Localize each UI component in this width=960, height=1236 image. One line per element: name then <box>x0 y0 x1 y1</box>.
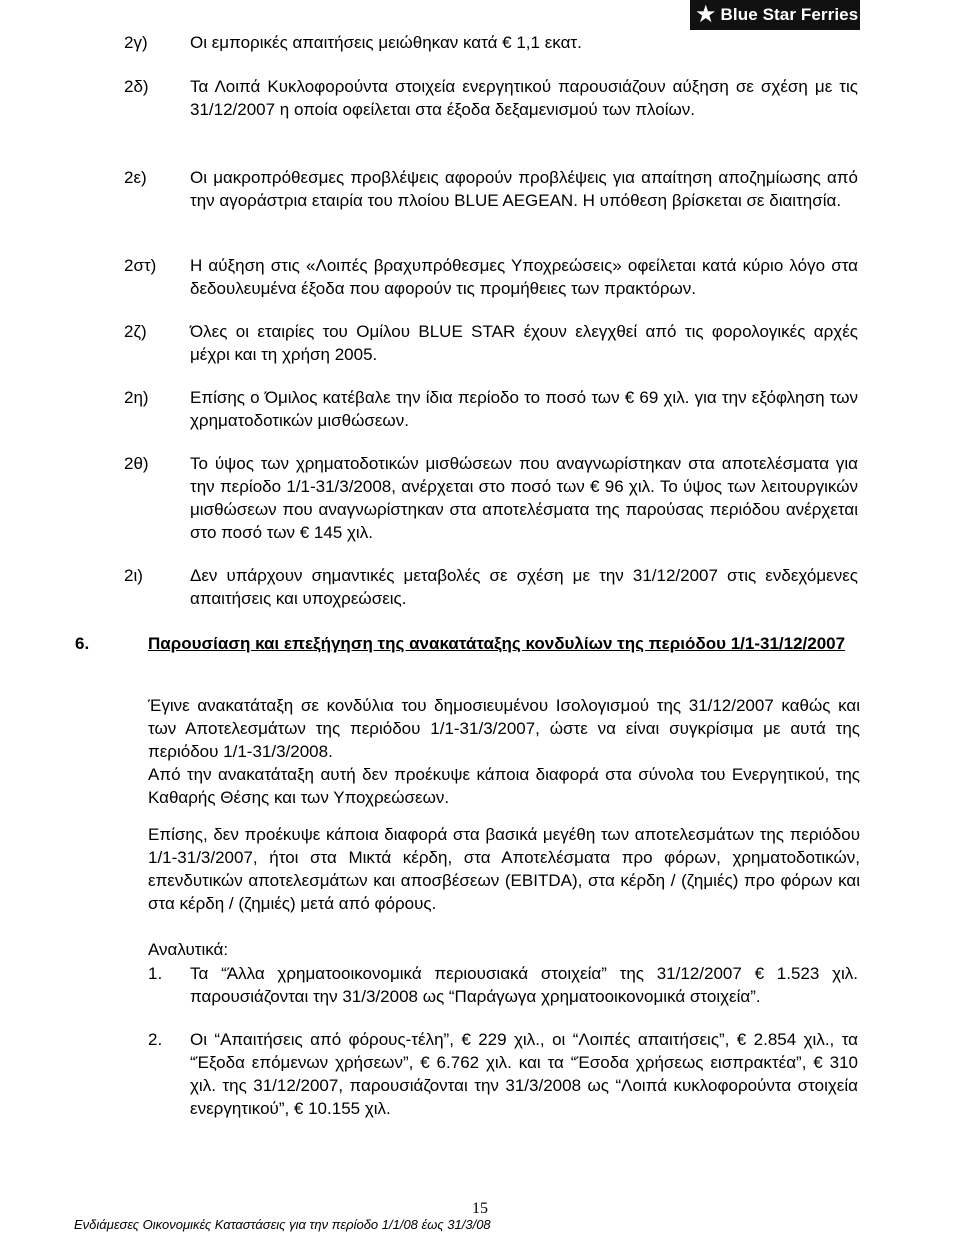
item-label: 2ι) <box>124 566 143 585</box>
star-icon: ★ <box>695 1 717 28</box>
item-label: 2η) <box>124 388 149 407</box>
sub-item-label: 2. <box>148 1030 163 1049</box>
logo-text: Blue Star Ferries <box>720 5 859 24</box>
section-title: Παρουσίαση και επεξήγηση της ανακατάταξης κονδυλίων της περιόδου 1/1-31/12/2007 <box>148 634 846 653</box>
section-number: 6. <box>75 634 90 653</box>
item-label: 2γ) <box>124 33 148 52</box>
page-footer: Ενδιάμεσες Οικονομικές Καταστάσεις για την περίοδο 1/1/08 έως 31/3/08 <box>74 1217 491 1232</box>
item-label: 2στ) <box>124 256 157 275</box>
item-label: 2ζ) <box>124 322 147 341</box>
item-label: 2ε) <box>124 168 147 187</box>
item-text: Το ύψος των χρηματοδοτικών μισθώσεων που αναγνωρίστηκαν στα αποτελέσματα για την περίοδο 1/1-31/3/2008, ανέρχεται στο ποσό των € 96 χιλ. Το ύψος των λειτουργικών μισθώσεων που αναγνωρίστηκαν στα αποτελέσματα της παρούσας περιόδου ανέρχεται στο ποσό των € 145 χιλ. <box>190 454 858 542</box>
item-text: Οι μακροπρόθεσμες προβλέψεις αφορούν προβλέψεις για απαίτηση αποζημίωσης από την αγοράστρια εταιρία του πλοίου BLUE AEGEAN. Η υπόθεση βρίσκεται σε διαιτησία. <box>190 168 858 210</box>
sub-item-label: 1. <box>148 964 163 983</box>
page-number: 15 <box>472 1200 488 1217</box>
blue-star-ferries-logo <box>690 0 860 30</box>
paragraph: Επίσης, δεν προέκυψε κάποια διαφορά στα βασικά μεγέθη των αποτελεσμάτων της περιόδου 1/1-31/3/2007, ήτοι στα Μικτά κέρδη, στα Αποτελέσματα προ φόρων, χρηματοδοτικών, επενδυτικών αποτελεσμάτων και αποσβέσεων (EBITDA), στα κέρδη / (ζημιές) προ φόρων και στα κέρδη / (ζημιές) μετά από φόρους. <box>148 825 860 913</box>
item-text: Η αύξηση στις «Λοιπές βραχυπρόθεσμες Υποχρεώσεις» οφείλεται κατά κύριο λόγο στα δεδουλευμένα έξοδα που αφορούν τις προμήθειες των πρακτόρων. <box>190 256 858 298</box>
item-text: Οι εμπορικές απαιτήσεις μειώθηκαν κατά € 1,1 εκατ. <box>190 33 582 52</box>
sub-item-text: Τα “Άλλα χρηματοοικονομικά περιουσιακά στοιχεία” της 31/12/2007 € 1.523 χιλ. παρουσιάζονται την 31/3/2008 ως “Παράγωγα χρηματοοικονομικά στοιχεία”. <box>190 964 858 1006</box>
item-text: Όλες οι εταιρίες του Ομίλου BLUE STAR έχουν ελεγχθεί από τις φορολογικές αρχές μέχρι και τη χρήση 2005. <box>190 322 858 364</box>
item-label: 2θ) <box>124 454 149 473</box>
item-label: 2δ) <box>124 77 149 96</box>
paragraph: Αναλυτικά: <box>148 940 229 959</box>
item-text: Δεν υπάρχουν σημαντικές μεταβολές σε σχέση με την 31/12/2007 στις ενδεχόμενες απαιτήσεις και υποχρεώσεις. <box>190 566 858 608</box>
item-text: Τα Λοιπά Κυκλοφορούντα στοιχεία ενεργητικού παρουσιάζουν αύξηση σε σχέση με τις 31/12/2007 η οποία οφείλεται στα έξοδα δεξαμενισμού των πλοίων. <box>190 77 858 119</box>
sub-item-text: Οι “Απαιτήσεις από φόρους-τέλη”, € 229 χιλ., οι “Λοιπές απαιτήσεις”, € 2.854 χιλ., τα “Έξοδα επόμενων χρήσεων”, € 6.762 χιλ. και τα “Έσοδα χρήσεως εισπρακτέα”, € 310 χιλ. της 31/12/2007, παρουσιάζονται την 31/3/2008 ως “Λοιπά κυκλοφορούντα στοιχεία ενεργητικού”, € 10.155 χιλ. <box>190 1030 858 1118</box>
paragraph: Από την ανακατάταξη αυτή δεν προέκυψε κάποια διαφορά στα σύνολα του Ενεργητικού, της Καθαρής Θέσης και των Υποχρεώσεων. <box>148 765 860 807</box>
item-text: Επίσης ο Όμιλος κατέβαλε την ίδια περίοδο το ποσό των € 69 χιλ. για την εξόφληση των χρηματοδοτικών μισθώσεων. <box>190 388 858 430</box>
paragraph: Έγινε ανακατάταξη σε κονδύλια του δημοσιευμένου Ισολογισμού της 31/12/2007 καθώς και των Αποτελεσμάτων της περιόδου 1/1-31/3/2007, ώστε να είναι συγκρίσιμα με αυτά της περιόδου 1/1-31/3/2008. <box>148 696 860 761</box>
